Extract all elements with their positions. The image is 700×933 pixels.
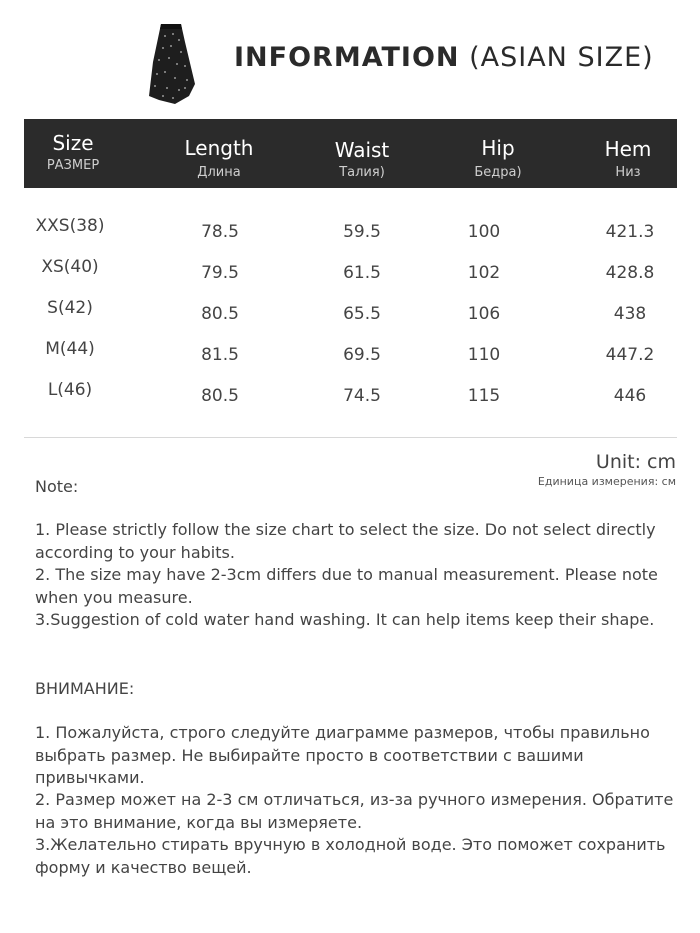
length-cell: 79.5 <box>201 263 239 283</box>
waist-cell: 69.5 <box>343 345 381 365</box>
note-ru-2: 2. Размер может на 2-3 см отличаться, из-за ручного измерения. Обратите на это внимание, когда вы измеряете. <box>35 790 674 832</box>
waist-cell: 61.5 <box>343 263 381 283</box>
size-cell: XXS(38) <box>35 216 105 236</box>
unit-en: Unit: cm <box>595 451 676 473</box>
header-hip <box>433 119 563 188</box>
header-size-sublabel: РАЗМЕР <box>46 158 100 173</box>
waist-cell: 65.5 <box>343 304 381 324</box>
length-cell: 80.5 <box>201 304 239 324</box>
header-length-sublabel: Длина <box>197 165 241 180</box>
header-waist-sublabel: Талия) <box>339 165 385 180</box>
page-title <box>234 42 654 73</box>
length-cell: 80.5 <box>201 386 239 406</box>
ru-note-heading: ВНИМАНИЕ: <box>35 679 135 698</box>
unit-label <box>538 451 676 488</box>
header-size-label: Size <box>52 131 94 155</box>
title-light: (ASIAN SIZE) <box>469 42 654 73</box>
size-cell: XS(40) <box>41 257 99 277</box>
size-cell: M(44) <box>45 339 95 359</box>
header-hem-sublabel: Низ <box>615 165 641 180</box>
header-waist <box>297 119 427 188</box>
table-header <box>24 119 677 188</box>
note-ru-3: 3.Желательно стирать вручную в холодной воде. Это поможет сохранить форму и качество вещей. <box>35 835 666 877</box>
length-cell: 78.5 <box>201 222 239 242</box>
hip-cell: 110 <box>467 345 501 365</box>
waist-cell: 74.5 <box>343 386 381 406</box>
hem-cell: 438 <box>613 304 647 324</box>
note-en-2: 2. The size may have 2-3cm differs due to manual measurement. Please note when you measure. <box>35 565 658 607</box>
header-hip-label: Hip <box>481 136 515 160</box>
note-en-1: 1. Please strictly follow the size chart to select the size. Do not select directly according to your habits. <box>35 520 656 562</box>
title-bold: INFORMATION <box>234 42 460 73</box>
hip-cell: 106 <box>467 304 501 324</box>
hem-cell: 447.2 <box>605 345 655 365</box>
waist-cell: 59.5 <box>343 222 381 242</box>
header-length <box>154 119 284 188</box>
header-waist-label: Waist <box>334 138 390 162</box>
size-cell: S(42) <box>47 298 93 318</box>
hem-cell: 421.3 <box>605 222 655 242</box>
note-en-3: 3.Suggestion of cold water hand washing. It can help items keep their shape. <box>35 610 655 629</box>
unit-ru: Единица измерения: см <box>537 475 676 488</box>
hem-cell: 446 <box>613 386 647 406</box>
length-cell: 81.5 <box>201 345 239 365</box>
header-hip-sublabel: Бедра) <box>474 165 522 180</box>
product-thumbnail <box>145 22 197 106</box>
size-cell: L(46) <box>47 380 93 400</box>
hem-cell: 428.8 <box>605 263 655 283</box>
header-size <box>8 119 138 188</box>
header-length-label: Length <box>184 136 254 160</box>
hip-cell: 115 <box>467 386 501 406</box>
hip-cell: 100 <box>467 222 501 242</box>
hip-cell: 102 <box>467 263 501 283</box>
note-ru-1: 1. Пожалуйста, строго следуйте диаграмме размеров, чтобы правильно выбрать размер. Не выбирайте просто в соответствии с вашими привычками. <box>35 723 650 787</box>
note-heading: Note: <box>35 477 79 496</box>
table-divider <box>24 437 677 438</box>
header-hem <box>563 119 693 188</box>
header-hem-label: Hem <box>604 137 652 161</box>
